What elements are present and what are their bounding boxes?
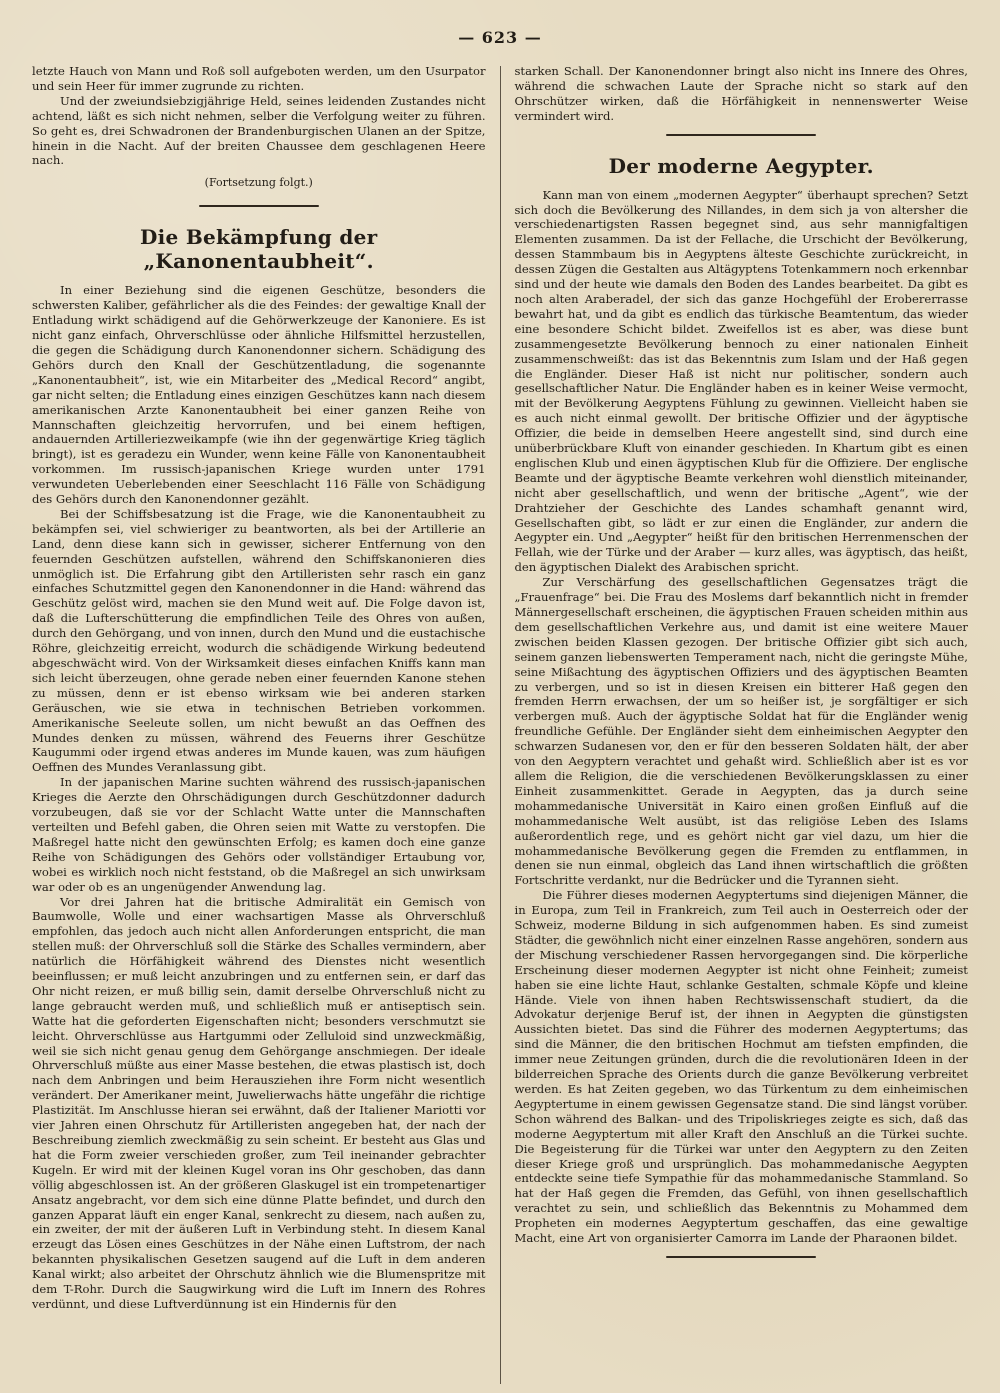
right-article-paragraph-3: Die Führer dieses modernen Aegyptertums sind diejenigen Männer, die in Europa, zum Teil in Frankreich, zum Teil auch in Oesterreich oder der Schweiz, moderne Bildung in sich aufgenommen haben. Es sind zumeist Städter, die gewöhnlich nicht einer einzelnen Rasse angehören, sondern aus der Mischung verschiedener Rassen hervorgegangen sind. Die körperliche Erscheinung dieser modernen Aegypter ist nicht ohne Feinheit; zumeist haben sie eine lichte Haut, schlanke Gestalten, schmale Köpfe und kleine Hände. Viele von ihnen haben Rechtswissenschaft studiert, da die Advokatur derjenige Beruf ist, der ihnen in Aegypten die günstigsten Aussichten bietet. Das sind die Führer des modernen Aegyptertums; das sind die Männer, die den britischen Hochmut am tiefsten empfinden, die immer neue Zeitungen gründen, durch die die revolutionären Ideen in der bilderreichen Sprache des Orients durch die ganze Bevölkerung verbreitet werden. Es hat Zeiten gegeben, wo das Türkentum zu dem einheimischen Aegyptertume in einem gewissen Gegensatze stand. Die sind längst vorüber. Schon während des Balkan- und des Tripoliskrieges zeigte es sich, daß das moderne Aegyptertum mit aller Kraft den Anschluß an die Türkei suchte. Die Begeisterung für die Türkei war unter den Aegyptern zu den Zeiten dieser Kriege groß und ursprünglich. Das mohammedanische Aegypten entdeckte seine tiefe Sympathie für das mohammedanische Stammland. So hat der Haß gegen die Fremden, das Gefühl, von ihnen gesellschaftlich verachtet zu sein, und schließlich das Bekenntnis zu Mohammed dem Propheten ein modernes Aegyptertum geschaffen, das eine gewaltige Macht, eine Art von organisierter Camorra im Lande der Pharaonen bildet. (514, 888, 968, 1246)
right-article-paragraph-2: Zur Verschärfung des gesellschaftlichen Gegensatzes trägt die „Frauenfrage“ bei. Die Frau des Moslems darf bekanntlich nicht in fremder Männergesellschaft erscheinen, die ägyptischen Frauen scheiden mithin aus dem gesellschaftlichen Verkehre aus, und damit ist eine weitere Mauer zwischen beiden Klassen gezogen. Der britische Offizier gibt sich auch, seinem ganzen liebenswerten Temperament nach, nicht die geringste Mühe, seine Mißachtung des ägyptischen Offiziers und des ägyptischen Beamten zu verbergen, und so ist in diesen Kreisen ein bitterer Haß gegen den fremden Herrn erwachsen, der um so heißer ist, je sorgfältiger er sich verbergen muß. Auch der ägyptische Soldat hat für die Engländer wenig freundliche Gefühle. Der Engländer sieht dem einheimischen Aegypter den schwarzen Sudanesen vor, den er für den besseren Soldaten hält, der aber von den Aegyptern verachtet und gehaßt wird. Schließlich aber ist es vor allem die Religion, die die verschiedenen Bevölkerungsklassen zu einer Einheit zusammenkittet. Gerade in Aegypten, das ja durch seine mohammedanische Universität in Kairo einen großen Einfluß auf die mohammedanische Welt ausübt, ist das religiöse Leben des Islams außerordentlich rege, und es gehört nicht gar viel dazu, um hier die mohammedanische Bevölkerung gegen die Fremden zu entflammen, in denen sie nun einmal, obgleich das Land ihnen wirtschaftlich die größten Fortschritte verdankt, nur die Bedrücker und die Tyrannen sieht. (514, 575, 968, 888)
right-article-paragraph-1: Kann man von einem „modernen Aegypter“ überhaupt sprechen? Setzt sich doch die Bevölkerung des Nillandes, in dem sich ja von altersher die verschiedenartigsten Rassen begegnet sind, aus sehr mannigfaltigen Elementen zusammen. Da ist der Fellache, die Urschicht der Bevölkerung, dessen Stammbaum bis in Aegyptens älteste Geschichte zurückreicht, in dessen Zügen die Gestalten aus Altägyptens Totenkammern noch erkennbar sind und der heute wie damals den Boden des Landes bearbeitet. Da gibt es noch alten Araberadel, der sich das ganze Hochgefühl der Erobererrasse bewahrt hat, und da gibt es endlich das türkische Beamtentum, das wieder eine besondere Schicht bildet. Zweifellos ist es aber, was diese bunt zusammengesetzte Bevölkerung bennoch zu einer nationalen Einheit zusammenschweißt: das ist das Bekenntnis zum Islam und der Haß gegen die Engländer. Dieser Haß ist nicht nur politischer, sondern auch gesellschaftlicher Natur. Die Engländer haben es in keiner Weise vermocht, mit der Bevölkerung Aegyptens Fühlung zu gewinnen. Vielleicht haben sie es auch nicht einmal gewollt. Der britische Offizier und der ägyptische Offizier, die beide in demselben Heere angestellt sind, sind durch eine unüberbrückbare Kluft von einander geschieden. In Khartum gibt es einen englischen Klub und einen ägyptischen Klub für die Offiziere. Der englische Beamte und der ägyptische Beamte verkehren wohl dienstlich miteinander, nicht aber gesellschaftlich, und wenn der britische „Agent“, wie der Drahtzieher der Geschichte des Landes schamhaft genannt wird, Gesellschaften gibt, so lädt er zur einen die Engländer, zur andern die Aegypter ein. Und „Aegypter“ heißt für den britischen Herrenmenschen der Fellah, wie der Türke und der Araber — kurz alles, was ägyptisch, das heißt, den ägyptischen Dialekt des Arabischen spricht. (514, 187, 968, 575)
left-lead-paragraph-1: letzte Hauch von Mann und Roß soll aufgeboten werden, um den Usurpator und sein Heer für immer zugrunde zu richten. (32, 64, 486, 93)
right-article-body (514, 188, 968, 1246)
right-ending-rule (666, 1256, 816, 1258)
column-divider (500, 66, 501, 1384)
left-article-title: Die Bekämpfung der „Kanonentaubheit“. (140, 225, 378, 274)
left-column (32, 64, 486, 1383)
right-continuation-block (514, 64, 968, 124)
right-continuation-paragraph: starken Schall. Der Kanonendonner bringt also nicht ins Innere des Ohres, während die schwachen Laute der Sprache nicht so stark auf den Ohrschützer wirken, daß die Hörfähigkeit in nennenswerter Weise vermindert wird. (514, 64, 968, 123)
left-article-paragraph-2: Bei der Schiffsbesatzung ist die Frage, wie die Kanonentaubheit zu bekämpfen sei, viel schwieriger zu beantworten, als bei der Artillerie an Land, denn diese kann sich in gewisser, sicherer Entfernung von den feuernden Geschützen aufstellen, während den Schiffskanonieren dies unmöglich ist. Die Erfahrung gibt den Artilleristen sehr rasch ein ganz einfaches Schutzmittel gegen den Kanonendonner in die Hand: während das Geschütz gelöst wird, machen sie den Mund weit auf. Die Folge davon ist, daß die Lufterschütterung die empfindlichen Teile des Ohres von außen, durch den Gehörgang, und von innen, durch den Mund und die eustachische Röhre, gleichzeitig erreicht, wodurch die schädigende Wirkung bedeutend abgeschwächt wird. Von der Wirksamkeit dieses einfachen Kniffs kann man sich leicht überzeugen, ohne gerade neben einer feuernden Kanone stehen zu müssen, denn er ist ebenso wirksam wie bei anderen starken Geräuschen, wie sie etwa in technischen Betrieben vorkommen. Amerikanische Seeleute sollen, um nicht bewußt an das Oeffnen des Mundes denken zu müssen, während des Feuerns ihrer Geschütze Kaugummi oder irgend etwas anderes im Munde kauen, was zum häufigen Oeffnen des Mundes Veranlassung gibt. (32, 506, 486, 775)
right-column (514, 64, 968, 1383)
left-lead-block (32, 64, 486, 168)
left-article-body (32, 283, 486, 1312)
two-column-layout (32, 64, 968, 1383)
left-article-paragraph-1: In einer Beziehung sind die eigenen Geschütze, besonders die schwersten Kaliber, gefährlicher als die des Feindes: der gewaltige Knall der Entladung wirkt schädigend auf die Gehörwerkzeuge der Kanoniere. Es ist nicht ganz einfach, Ohrverschlüsse oder ähnliche Hilfsmittel herzustellen, die gegen die Schädigung durch Kanonendonner sichern. Schädigung des Gehörs durch den Knall der Geschützentladung, die sogenannte „Kanonentaubheit“, ist, wie ein Mitarbeiter des „Medical Record“ angibt, gar nicht selten; die Entladung eines einzigen Geschützes kann nach diesem amerikanischen Arzte Kanonentaubheit bei einer ganzen Reihe von Mannschaften gleichzeitig hervorrufen, und bei einem heftigen, andauernden Artilleriezweikampfe (wie ihn der gegenwärtige Krieg täglich bringt), ist es geradezu ein Wunder, wenn keine Fälle von Kanonentaubheit vorkommen. Im russisch-japanischen Kriege wurden unter 1791 verwundeten Ueberlebenden einer Seeschlacht 116 Fälle von Schädigung des Gehörs durch den Kanonendonner gezählt. (32, 283, 486, 507)
right-article-title: Der moderne Aegypter. (608, 153, 874, 178)
left-article-paragraph-3: In der japanischen Marine suchten während des russisch-japanischen Krieges die Aerzte den Ohrschädigungen durch Geschützdonner dadurch vorzubeugen, daß sie vor der Schlacht Watte unter die Mannschaften verteilten und Befehl gaben, die Ohren seien mit Watte zu verstopfen. Die Maßregel hatte nicht den gewünschten Erfolg; es kamen doch eine ganze Reihe von Schädigungen des Gehörs oder vollständiger Ertaubung vor, wobei es wirklich noch nicht feststand, ob die Maßregel an sich unwirksam war oder ob es an ungenügender Anwendung lag. (32, 775, 486, 894)
continuation-note: (Fortsetzung folgt.) (204, 176, 313, 190)
left-lead-paragraph-2: Und der zweiundsiebzigjährige Held, seines leidenden Zustandes nicht achtend, läßt es sich nicht nehmen, selber die Verfolgung weiter zu führen. So geht es, drei Schwadronen der Brandenburgischen Ulanen an der Spitze, hinein in die Nacht. Auf der breiten Chaussee dem geschlagenen Heere nach. (32, 93, 486, 168)
page-number: — 623 — (458, 28, 542, 47)
left-article-paragraph-4: Vor drei Jahren hat die britische Admiralität ein Gemisch von Baumwolle, Wolle und einer wachsartigen Masse als Ohrverschluß empfohlen, das jedoch auch nicht allen Anforderungen entspricht, die man stellen muß: der Ohrverschluß soll die Stärke des Schalles vermindern, aber natürlich die Hörfähigkeit während des Dienstes nicht wesentlich beeinflussen; er muß leicht anzubringen und zu entfernen sein, er darf das Ohr nicht reizen, er muß billig sein, damit derselbe Ohrverschluß nicht zu lange gebraucht werden muß, und schließlich muß er antiseptisch sein. Watte hat die geforderten Eigenschaften nicht; besonders verschmutzt sie leicht. Ohrverschlüsse aus Hartgummi oder Zelluloid sind unzweckmäßig, weil sie sich nicht genau genug dem Gehörgange anschmiegen. Der ideale Ohrverschluß müßte aus einer Masse bestehen, die etwas plastisch ist, doch nach dem Anbringen und beim Herausziehen ihre Form nicht wesentlich verändert. Der Amerikaner meint, Juwelierwachs hätte ungefähr die richtige Plastizität. Im Anschlusse hieran sei erwähnt, daß der Italiener Mariotti vor vier Jahren einen Ohrschutz für Artilleristen angegeben hat, der nach der Beschreibung ziemlich zweckmäßig zu sein scheint. Er besteht aus Glas und hat die Form zweier verschieden großer, zum Teil ineinander gebrachter Kugeln. Er wird mit der kleinen Kugel voran ins Ohr geschoben, das dann völlig abgeschlossen ist. An der größeren Glaskugel ist ein trompetenartiger Ansatz angebracht, vor dem sich eine dünne Platte befindet, und durch den ganzen Apparat läuft ein enger Kanal, senkrecht zu diesem, nach außen zu, ein zweiter, der mit der äußeren Luft in Verbindung steht. In diesem Kanal erzeugt das Lösen eines Geschützes in der Nähe einen Luftstrom, der nach bekannten physikalischen Gesetzen saugend auf die Luft in dem anderen Kanal wirkt; also arbeitet der Ohrschutz ähnlich wie die Blumenspritze mit dem T-Rohr. Durch die Saugwirkung wird die Luft im Innern des Rohres verdünnt, und diese Luftverdünnung ist ein Hindernis für den (32, 894, 486, 1311)
right-section-rule (666, 134, 816, 136)
left-section-rule (199, 205, 319, 207)
